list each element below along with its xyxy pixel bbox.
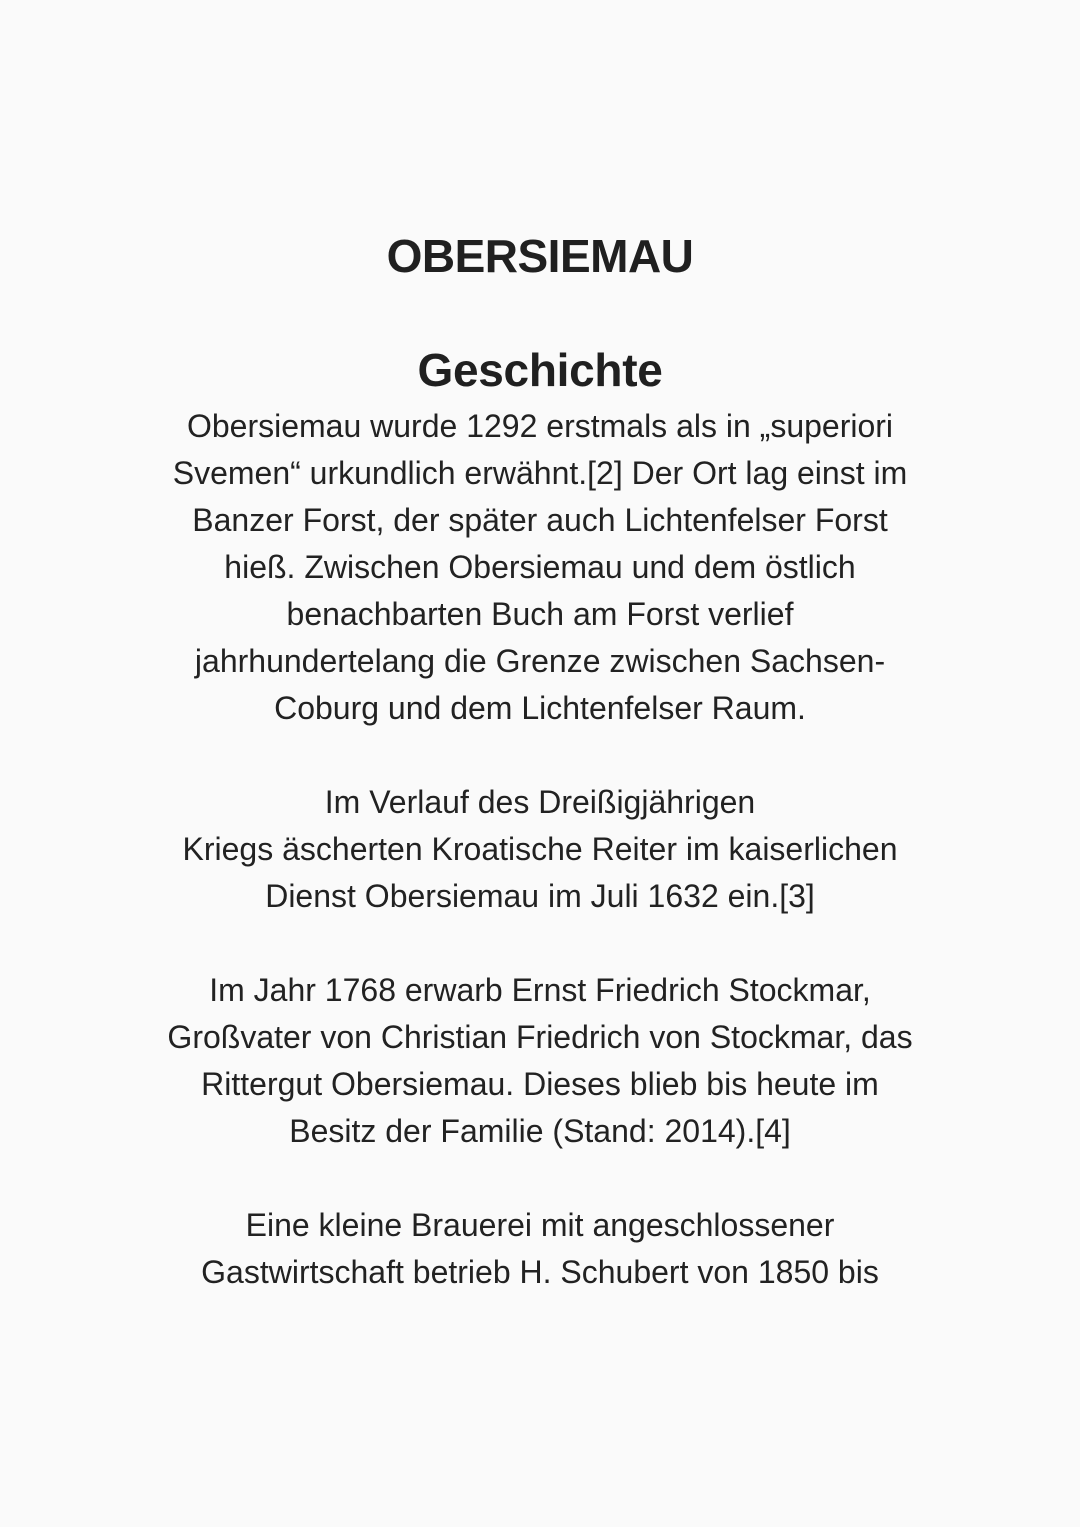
text-line: Im Jahr 1768 erwarb Ernst Friedrich Stockmar,	[209, 972, 871, 1008]
text-line: Im Verlauf des Dreißigjährigen	[324, 784, 756, 820]
text-line: jahrhundertelang die Grenze zwischen Sachsen-	[194, 643, 886, 679]
paragraph-history-intro	[120, 403, 960, 732]
text-line: Großvater von Christian Friedrich von Stockmar, das	[167, 1019, 913, 1055]
text-line: benachbarten Buch am Forst verlief	[286, 596, 794, 632]
paragraph-rittergut	[120, 967, 960, 1155]
page-title: OBERSIEMAU	[386, 230, 694, 282]
text-line: Rittergut Obersiemau. Dieses blieb bis heute im	[201, 1066, 879, 1102]
text-line: Eine kleine Brauerei mit angeschlossener	[245, 1207, 835, 1243]
paragraph-brewery	[120, 1202, 960, 1296]
text-line: Besitz der Familie (Stand: 2014).[4]	[289, 1113, 791, 1149]
text-line: Gastwirtschaft betrieb H. Schubert von 1850 bis	[201, 1254, 879, 1290]
section-heading: Geschichte	[417, 344, 663, 396]
text-line: Banzer Forst, der später auch Lichtenfelser Forst	[192, 502, 888, 538]
paragraph-thirty-years-war	[120, 779, 960, 920]
text-line: Svemen“ urkundlich erwähnt.[2] Der Ort lag einst im	[172, 455, 908, 491]
text-line: Coburg und dem Lichtenfelser Raum.	[274, 690, 806, 726]
text-line: Kriegs äscherten Kroatische Reiter im kaiserlichen	[182, 831, 898, 867]
text-line: Dienst Obersiemau im Juli 1632 ein.[3]	[265, 878, 815, 914]
text-line: hieß. Zwischen Obersiemau und dem östlich	[224, 549, 856, 585]
text-line: Obersiemau wurde 1292 erstmals als in „superiori	[186, 408, 894, 444]
article-body	[120, 403, 960, 1343]
